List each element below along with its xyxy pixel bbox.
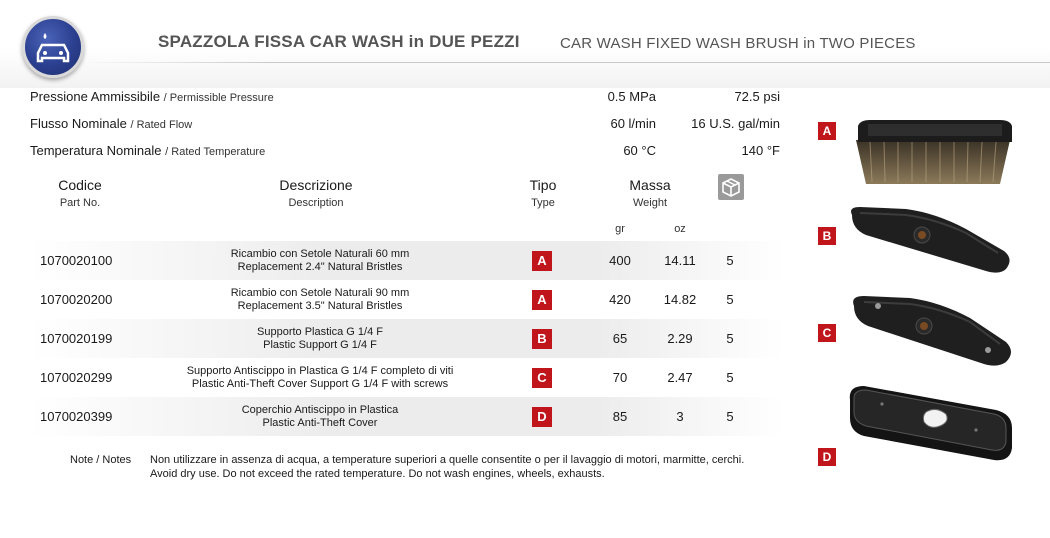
image-badge: B [818,227,836,245]
type-cell [522,319,562,358]
mass-gr: 420 [609,292,631,307]
header-type-sub: Type [531,197,555,209]
part-number: 1070020200 [40,292,113,307]
mass-gr: 70 [612,370,628,385]
pack-qty: 5 [726,331,734,346]
type-badge: A [532,251,552,271]
description-it: Ricambio con Setole Naturali 60 mm [230,247,410,260]
type-badge: D [532,407,552,427]
spec-value-imperial: 72.5 psi [734,89,780,104]
pack-qty: 5 [726,409,734,424]
anti-theft-support-icon [848,292,1018,370]
description-cell [160,358,480,397]
bristle-brush-icon [850,118,1020,192]
table-row [30,241,784,280]
mass-oz: 14.82 [663,292,697,307]
description-cell [160,280,480,319]
image-badge: D [818,448,836,466]
spec-value-metric: 0.5 MPa [607,89,656,104]
table-row [30,319,784,358]
product-image-c [818,290,1038,372]
header-mass: Massa [629,177,671,193]
header-code: Codice [58,177,102,193]
header-description-sub: Description [288,197,344,209]
spec-label-en: / Permissible Pressure [163,92,274,104]
mass-oz: 14.11 [664,253,696,268]
type-cell [522,241,562,280]
pack-qty: 5 [726,292,734,307]
product-image-d [818,382,1038,472]
description-en: Replacement 3.5" Natural Bristles [237,299,403,312]
description-en: Replacement 2.4" Natural Bristles [237,260,403,273]
package-box-icon [718,174,744,200]
description-en: Plastic Anti-Theft Cover Support G 1/4 F with screws [191,377,449,390]
spec-label-it: Flusso Nominale [30,116,127,131]
title-italian: SPAZZOLA FISSA CAR WASH in DUE PEZZI [158,32,520,51]
type-badge: C [532,368,552,388]
notes-text-it: Non utilizzare in assenza di acqua, a temperature superiori a quelle consentite o per il lavaggio di motori, marmitte, cerchi. [150,454,745,466]
part-number: 1070020399 [40,409,113,424]
mass-oz: 2.29 [667,331,693,346]
header-mass-sub: Weight [632,197,668,209]
spec-label-en: / Rated Temperature [165,146,266,158]
pack-qty: 5 [726,253,734,268]
spec-value-metric: 60 l/min [610,116,656,131]
image-badge: A [818,122,836,140]
type-badge: A [532,290,552,310]
title-english: CAR WASH FIXED WASH BRUSH in TWO PIECES [560,35,916,52]
type-badge: B [532,329,552,349]
description-en: Plastic Support G 1/4 F [263,338,377,351]
part-number: 1070020199 [40,331,113,346]
spec-label-it: Temperatura Nominale [30,143,162,158]
pack-qty: 5 [726,370,734,385]
product-image-a [818,118,1038,198]
description-it: Supporto Antiscippo in Plastica G 1/4 F completo di viti [186,364,454,377]
type-cell [522,358,562,397]
spec-label-flow [30,116,192,131]
type-cell [522,280,562,319]
type-cell [522,397,562,436]
header-type: Tipo [529,177,557,193]
description-it: Coperchio Antiscippo in Plastica [241,403,399,416]
spec-value-imperial: 16 U.S. gal/min [691,116,780,131]
part-number: 1070020299 [40,370,113,385]
mass-gr: 400 [609,253,631,268]
spec-label-pressure [30,89,274,104]
description-cell [160,319,480,358]
header-description: Descrizione [279,177,353,193]
image-badge: C [818,324,836,342]
mass-gr: 65 [612,331,628,346]
header-code-sub: Part No. [59,197,101,209]
unit-gr: gr [615,223,625,235]
description-cell [160,397,480,436]
mass-oz: 3 [676,409,684,424]
description-it: Ricambio con Setole Naturali 90 mm [230,286,410,299]
notes-text-en: Avoid dry use. Do not exceed the rated temperature. Do not wash engines, wheels, exhausts. [150,468,605,480]
product-image-b [818,205,1038,280]
notes-label: Note / Notes [70,454,132,466]
table-row [30,358,784,397]
mass-gr: 85 [612,409,628,424]
spec-value-metric: 60 °C [623,143,656,158]
plastic-support-icon [846,205,1016,277]
car-wash-logo-icon [22,16,84,78]
spec-label-temperature [30,143,265,158]
table-row [30,397,784,436]
spec-value-imperial: 140 °F [741,143,780,158]
spec-label-en: / Rated Flow [130,119,193,131]
description-en: Plastic Anti-Theft Cover [262,416,378,429]
unit-oz: oz [674,223,686,235]
table-row [30,280,784,319]
description-it: Supporto Plastica G 1/4 F [257,325,383,338]
part-number: 1070020100 [40,253,113,268]
spec-label-it: Pressione Ammissibile [30,89,161,104]
anti-theft-cover-icon [846,382,1016,466]
description-cell [160,241,480,280]
header-divider [80,62,1050,63]
mass-oz: 2.47 [667,370,693,385]
